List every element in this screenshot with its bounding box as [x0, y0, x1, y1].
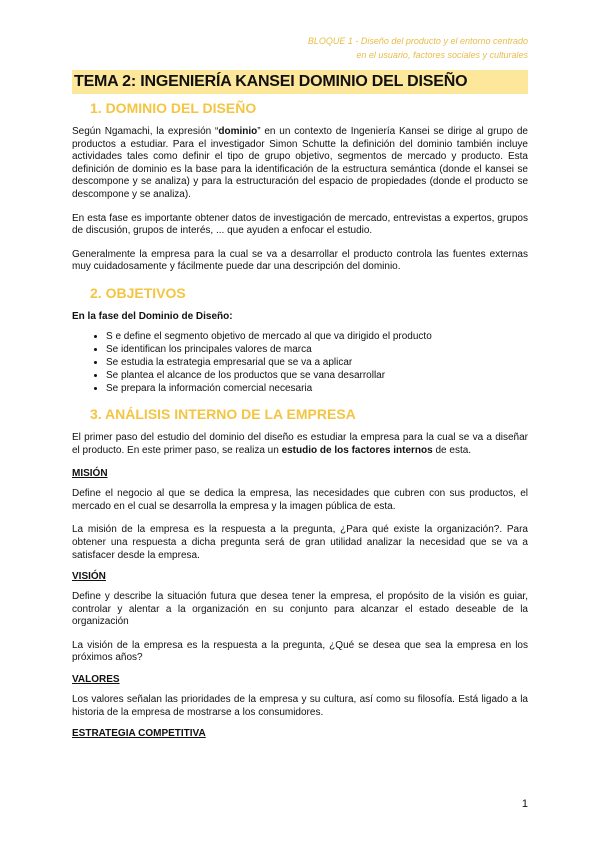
- section-heading-analisis: 3. ANÁLISIS INTERNO DE LA EMPRESA: [90, 405, 356, 422]
- page-content: [72, 70, 528, 748]
- section-heading-dominio: 1. DOMINIO DEL DISEÑO: [90, 100, 257, 116]
- text-run: El primer paso del estudio del dominio del diseño es estudiar la empresa para la cual se va a diseñar el producto. En este primer paso, se realiza un: [72, 431, 528, 456]
- list-item: • Se identifican los principales valores de marca: [106, 343, 528, 356]
- header-line-2: en el usuario, factores sociales y culturales: [356, 50, 528, 60]
- list-item: • Se prepara la información comercial necesaria: [106, 382, 528, 395]
- objetivos-list: [72, 330, 528, 395]
- section-heading-objetivos: 2. OBJETIVOS: [90, 284, 186, 301]
- bold-term: dominio: [218, 126, 258, 137]
- paragraph-analisis-intro: [72, 432, 528, 457]
- running-header: [228, 34, 528, 62]
- paragraph-mision-1: Define el negocio al que se dedica la empresa, las necesidades que cubren con sus productos, el mercado en el cual se desarrolla la empresa y la imagen pública de esta.: [72, 488, 528, 512]
- list-item: • S e define el segmento objetivo de mercado al que va dirigido el producto: [106, 330, 528, 343]
- paragraph-market-research: En esta fase es importante obtener datos de investigación de mercado, entrevistas a expertos, grupos de discusión, grupos de interés, ... que ayuden a enfocar el estudio.: [72, 212, 528, 237]
- paragraph-mision-2: La misión de la empresa es la respuesta a la pregunta, ¿Para qué existe la organización?. Para obtener una respuesta a dicha pregunta será de gran utilidad analizar la necesidad que se va a satisfacer desde la empresa.: [72, 524, 528, 561]
- paragraph-vision-2: La visión de la empresa es la respuesta a la pregunta, ¿Qué se desea que sea la empresa en los próximos años?: [72, 639, 528, 664]
- paragraph-vision-1: Define y describe la situación futura que desea tener la empresa, el propósito de la visión es guiar, controlar y alentar a la organización en su conjunto para alcanzar el estado deseable de la organización: [72, 591, 528, 628]
- paragraph-valores: Los valores señalan las prioridades de la empresa y su cultura, así como su filosofía. Está ligado a la historia de la empresa de mostrarse a los consumidores.: [72, 694, 528, 718]
- header-line-1: BLOQUE 1 - Diseño del producto y el entorno centrado: [307, 36, 528, 46]
- text-run: de esta.: [432, 444, 472, 456]
- list-item: • Se estudia la estrategia empresarial que se va a aplicar: [106, 356, 528, 369]
- bold-term: estudio de los factores internos: [281, 444, 433, 456]
- text-run: ” en un contexto de Ingeniería Kansei se dirige al grupo de productos a estudiar. Para el investigador Simon Schutte la definición del dominio también incluye actividades tales como definir el tipo de grupo objetivo, segmentos de mercado y producto. Esta definición de dominio es la base para la identificación de la estructura semántica (donde el kansei se descompone y se analiza) y para la estructuración del espacio de propiedades (donde el producto se descompone y se analiza).: [72, 126, 528, 200]
- subheading-valores: VALORES: [72, 674, 120, 686]
- paragraph-external-sources: Generalmente la empresa para la cual se va a desarrollar el producto controla las fuentes externas muy cuidadosamente y fácilmente puede dar una descripción del dominio.: [72, 248, 528, 273]
- subheading-mision: MISIÓN: [72, 468, 108, 480]
- objetivos-subheading: En la fase del Dominio de Diseño:: [72, 310, 233, 322]
- subheading-vision: VISIÓN: [72, 571, 106, 583]
- page-number: 1: [521, 798, 528, 810]
- list-item: • Se plantea el alcance de los productos que se vana desarrollar: [106, 369, 528, 382]
- paragraph-dominio-definition: [72, 126, 528, 202]
- document-title: TEMA 2: INGENIERÍA KANSEI DOMINIO DEL DISEÑO: [72, 70, 528, 94]
- subheading-estrategia: ESTRATEGIA COMPETITIVA: [72, 728, 206, 740]
- text-run: Según Ngamachi, la expresión “: [72, 126, 219, 137]
